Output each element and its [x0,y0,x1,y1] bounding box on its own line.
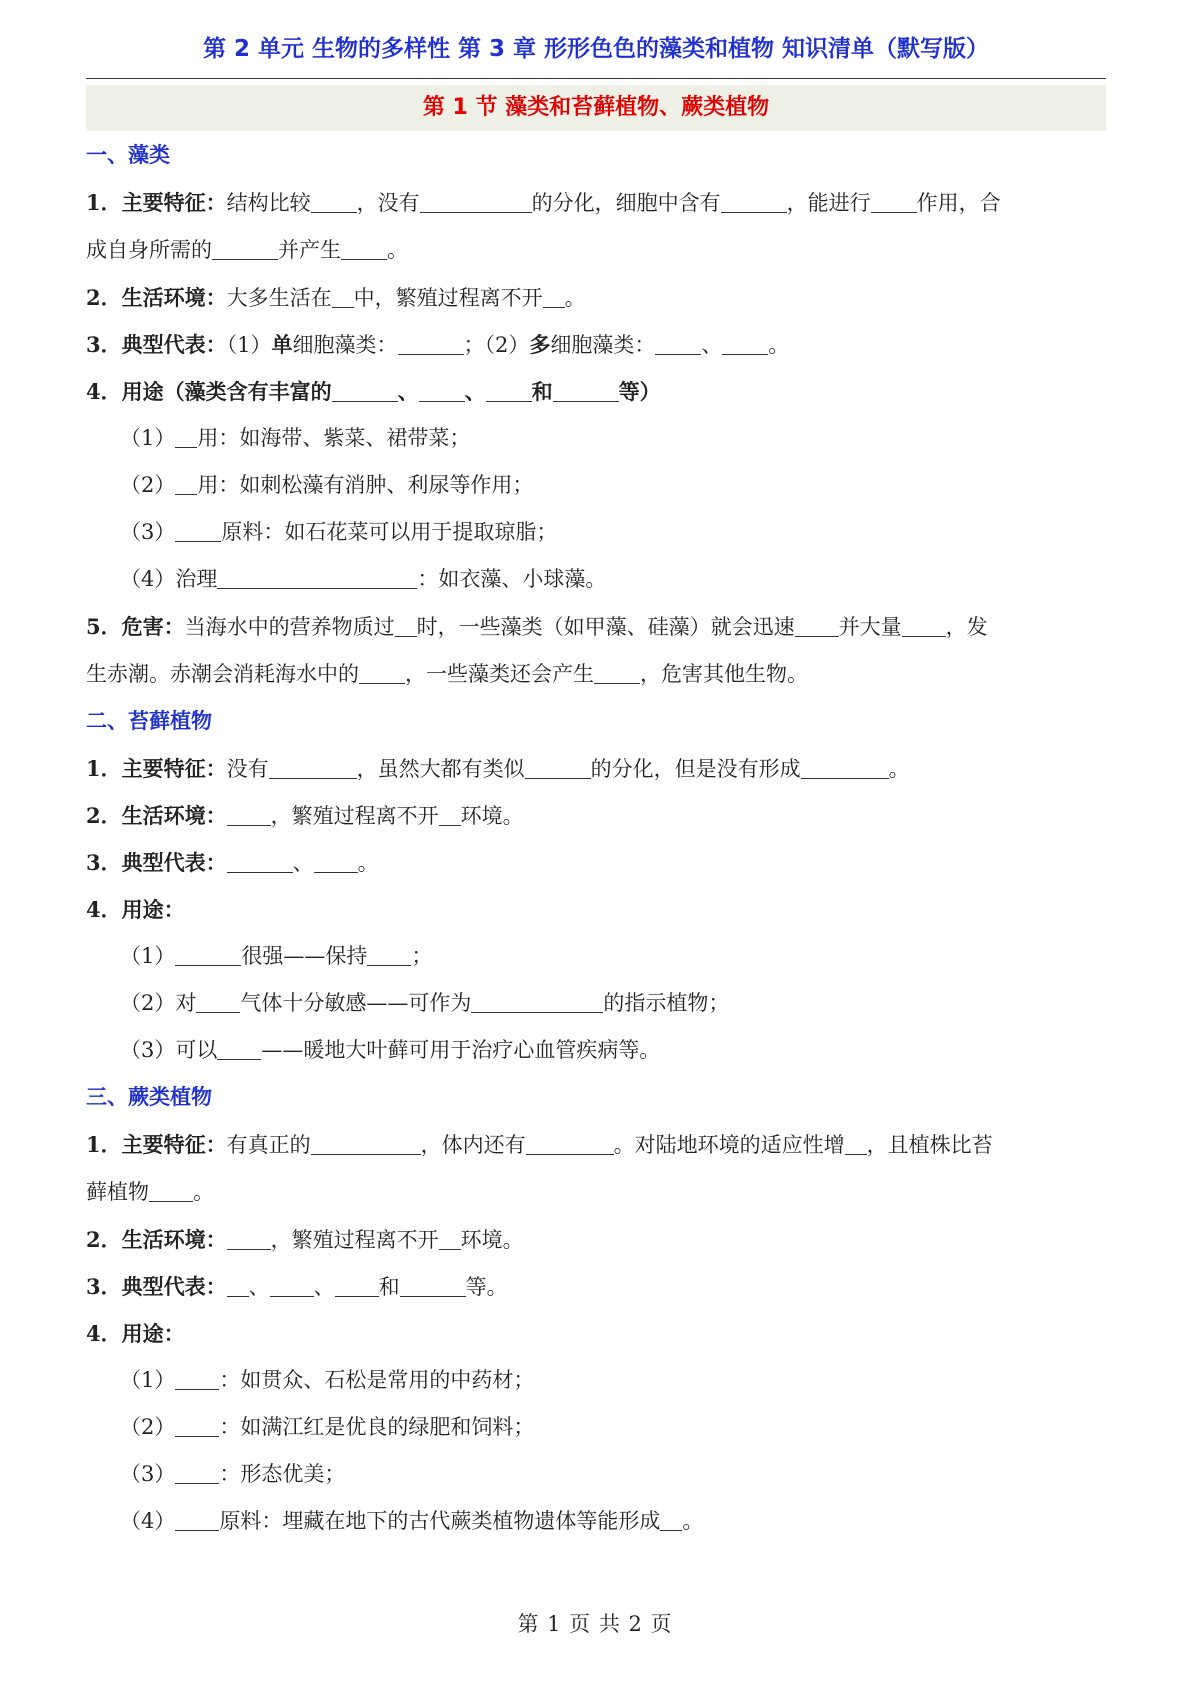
text: ，繁殖过程离不开 [270,804,439,828]
fern-use-4 [86,1498,1106,1545]
fill-blank[interactable] [471,990,603,1013]
text: 环境。 [460,1228,524,1252]
text: 、 [464,379,486,404]
text: （1） [120,1368,176,1392]
item-number: 2． [86,1227,122,1252]
item-number: 2． [86,285,122,310]
text: 藓植物 [86,1180,149,1204]
text: 和 [531,379,553,404]
item-number: 1． [86,190,122,215]
text: 单 [271,332,293,357]
fill-blank[interactable] [175,472,197,495]
text: 的分化，但是没有形成 [590,757,801,781]
fill-blank[interactable] [175,1367,219,1390]
fill-blank[interactable] [335,1274,379,1297]
item-label: 用途（藻类含有丰富的 [121,379,332,404]
heading-ferns: 三、蕨类植物 [86,1085,212,1109]
text: 多 [529,332,551,357]
heading-algae: 一、藻类 [86,143,170,167]
text: （4） [120,1509,176,1533]
item-number: 4． [86,379,122,404]
algae-use-1 [86,415,1106,462]
text: ，能进行 [786,191,871,215]
text: 原料：埋藏在地下的古代蕨类植物遗体等能形成 [219,1509,661,1533]
item-label: 典型代表： [121,850,227,875]
text: ，一些藻类还会产生 [405,662,594,686]
text: 很强——保持 [241,944,368,968]
fill-blank[interactable] [526,1132,614,1155]
algae-representatives [86,321,1106,368]
text: ：形态优美； [219,1462,346,1486]
fill-blank[interactable] [227,1274,249,1297]
text: ：如衣藻、小球藻。 [417,567,607,591]
fill-blank[interactable] [332,379,398,402]
fill-blank[interactable] [314,850,358,873]
text: 并大量 [838,615,902,639]
fill-blank[interactable] [270,1274,314,1297]
fill-blank[interactable] [439,1227,461,1250]
item-label: 典型代表： [121,332,227,357]
fill-blank[interactable] [871,190,917,213]
text: （2）对 [120,991,197,1015]
algae-uses [86,368,1106,415]
text: 并产生 [278,238,341,262]
text: 结构比较 [226,191,311,215]
item-label: 危害： [121,614,185,639]
text: 大多生活在 [226,286,332,310]
text: 的分化，细胞中含有 [531,191,721,215]
fill-blank[interactable] [311,190,357,213]
fill-blank[interactable] [269,756,357,779]
fill-blank[interactable] [721,190,787,213]
text: ，体内还有 [420,1133,526,1157]
fill-blank[interactable] [175,1508,219,1531]
text: 、 [701,333,723,357]
fill-blank[interactable] [196,990,240,1013]
fill-blank[interactable] [175,943,241,966]
item-number: 3． [86,850,122,875]
text: 中，繁殖过程离不开 [353,286,543,310]
text: ：如贯众、石松是常用的中药材； [219,1368,535,1392]
text: 没有 [226,757,269,781]
text: （2） [120,473,176,497]
fill-blank[interactable] [801,756,889,779]
text: 等） [618,379,661,404]
fill-blank[interactable] [311,1132,421,1155]
fill-blank[interactable] [845,1132,867,1155]
fill-blank[interactable] [227,1227,271,1250]
text: ； [411,944,433,968]
page-footer: 第 1 页 共 2 页 [517,1612,673,1636]
text: ，没有 [356,191,420,215]
fill-blank[interactable] [175,1414,219,1437]
item-label: 用途： [121,1321,185,1346]
fern-use-1 [86,1357,1106,1404]
fill-blank[interactable] [227,803,271,826]
text: 气体十分敏感——可作为 [240,991,472,1015]
text: 、 [292,851,314,875]
text: （1） [120,944,176,968]
title-divider [86,78,1106,79]
text: 。 [193,1180,214,1204]
bryophyte-use-2 [86,980,1106,1027]
text: （4）治理 [120,567,218,591]
fill-blank[interactable] [359,661,405,684]
fill-blank[interactable] [175,1461,219,1484]
fill-blank[interactable] [398,332,464,355]
fill-blank[interactable] [660,1508,682,1531]
text: 。 [888,757,910,781]
fill-blank[interactable] [525,756,591,779]
text: ，繁殖过程离不开 [270,1228,439,1252]
algae-use-2 [86,462,1106,509]
item-label: 主要特征： [121,756,227,781]
item-number: 2． [86,803,122,828]
algae-use-4 [86,556,1106,603]
text: 。 [357,851,379,875]
fill-blank[interactable] [341,237,387,260]
text: 细胞藻类： [292,333,398,357]
text: 环境。 [460,804,524,828]
document-title: 第 2 单元 生物的多样性 第 3 章 形形色色的藻类和植物 知识清单（默写版） [202,36,990,62]
algae-habitat [86,274,1106,321]
text: （3）可以 [120,1038,218,1062]
algae-features [86,179,1106,274]
fern-representatives [86,1263,1106,1310]
fill-blank[interactable] [902,614,946,637]
text: （1） [226,333,272,357]
heading-bryophytes: 二、苔藓植物 [86,709,212,733]
fill-blank[interactable] [543,285,565,308]
text: 等。 [465,1275,508,1299]
fern-features [86,1121,1106,1216]
text: 。对陆地环境的适应性增 [613,1133,845,1157]
item-number: 1． [86,1132,122,1157]
text: （3） [120,520,176,544]
text: 时，一些藻类（如甲藻、硅藻）就会迅速 [416,615,795,639]
text: 。 [564,286,586,310]
item-number: 4． [86,897,122,922]
fill-blank[interactable] [212,237,278,260]
text: 和 [378,1275,400,1299]
fill-blank[interactable] [722,332,768,355]
bryophyte-uses [86,886,1106,933]
bryophyte-use-1 [86,933,1106,980]
section-heading: 第 1 节 藻类和苔藓植物、蕨类植物 [86,85,1106,131]
text: 作用，合 [916,191,1001,215]
bryophyte-representatives [86,839,1106,886]
text: 有真正的 [226,1133,311,1157]
fill-blank[interactable] [332,285,354,308]
algae-harm [86,603,1106,698]
item-label: 主要特征： [121,1132,227,1157]
item-number: 4． [86,1321,122,1346]
text: ；（2） [463,333,530,357]
item-number: 5． [86,614,122,639]
fill-blank[interactable] [367,943,411,966]
item-label: 主要特征： [121,190,227,215]
fill-blank[interactable] [149,1179,193,1202]
item-number: 1． [86,756,122,781]
text: 、 [248,1275,270,1299]
fill-blank[interactable] [553,379,619,402]
fill-blank[interactable] [419,379,465,402]
text: ：如满江红是优良的绿肥和饲料； [219,1415,535,1439]
text: 当海水中的营养物质过 [184,615,395,639]
text: ，且植株比苔 [866,1133,993,1157]
fill-blank[interactable] [227,850,293,873]
fern-uses [86,1310,1106,1357]
fill-blank[interactable] [594,661,640,684]
text: 细胞藻类： [550,333,656,357]
fill-blank[interactable] [217,566,417,589]
text: 、 [397,379,419,404]
text: 、 [313,1275,335,1299]
fill-blank[interactable] [217,1037,261,1060]
item-label: 典型代表： [121,1274,227,1299]
item-label: 生活环境： [121,1227,227,1252]
bryophyte-features [86,745,1106,792]
text: 用：如海带、紫菜、裙带菜； [197,426,471,450]
text: 生赤潮。赤潮会消耗海水中的 [86,662,359,686]
fill-blank[interactable] [175,519,221,542]
algae-use-3 [86,509,1106,556]
text: 。 [682,1509,704,1533]
fern-use-3 [86,1451,1106,1498]
text: 。 [768,333,790,357]
item-number: 3． [86,1274,122,1299]
text: ——暖地大叶藓可用于治疗心血管疾病等。 [261,1038,661,1062]
text: （2） [120,1415,176,1439]
text: 的指示植物； [603,991,730,1015]
fern-use-2 [86,1404,1106,1451]
text: ，虽然大都有类似 [356,757,525,781]
fill-blank[interactable] [400,1274,466,1297]
text: ，危害其他生物。 [640,662,808,686]
item-label: 生活环境： [121,285,227,310]
text: 成自身所需的 [86,238,212,262]
fill-blank[interactable] [439,803,461,826]
item-label: 用途： [121,897,185,922]
fill-blank[interactable] [486,379,532,402]
text: 用：如刺松藻有消肿、利尿等作用； [197,473,534,497]
text: （3） [120,1462,176,1486]
fern-habitat [86,1216,1106,1263]
fill-blank[interactable] [395,614,417,637]
fill-blank[interactable] [655,332,701,355]
text: 。 [387,238,408,262]
text: ，发 [945,615,988,639]
item-label: 生活环境： [121,803,227,828]
item-number: 3． [86,332,122,357]
fill-blank[interactable] [795,614,839,637]
worksheet-content [86,132,1106,1545]
bryophyte-use-3 [86,1027,1106,1074]
bryophyte-habitat [86,792,1106,839]
fill-blank[interactable] [420,190,532,213]
fill-blank[interactable] [175,425,197,448]
text: （1） [120,426,176,450]
text: 原料：如石花菜可以用于提取琼脂； [221,520,558,544]
